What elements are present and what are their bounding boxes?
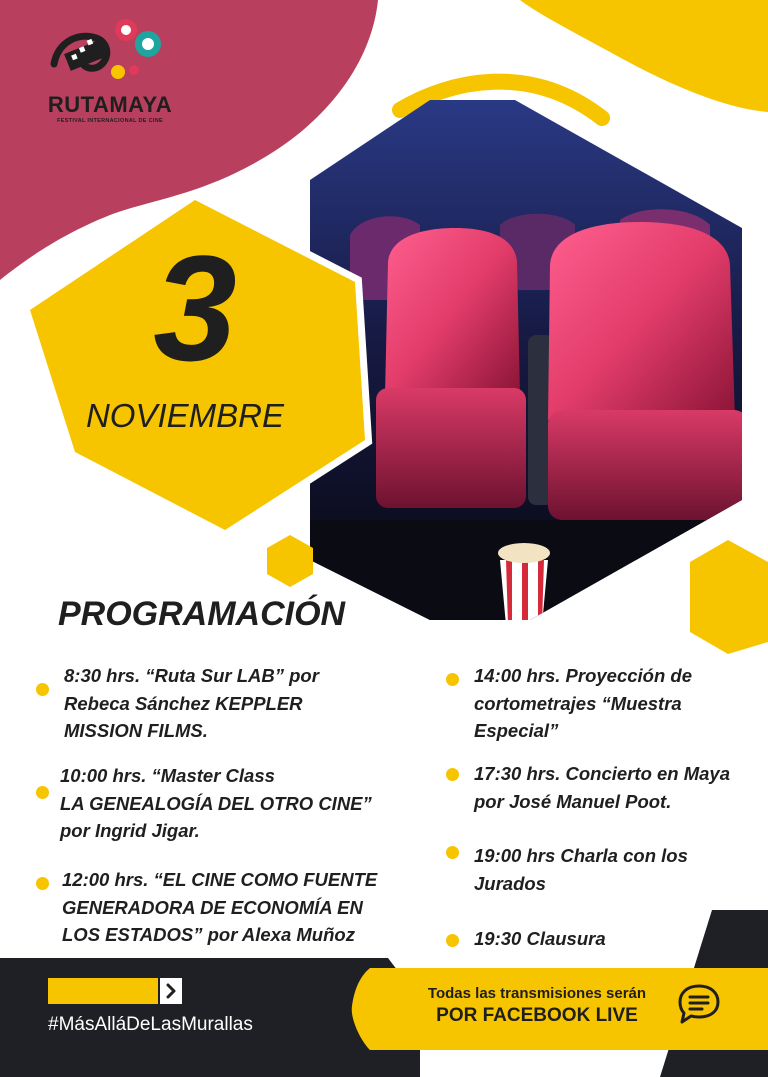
schedule-item: 19:30 Clausura (474, 928, 606, 949)
schedule-item: 14:00 hrs. Proyección de cortometrajes “Muestra Especial” (474, 665, 692, 741)
chevron-right-icon (160, 978, 182, 1004)
logo-tagline: FESTIVAL INTERNACIONAL DE CINE (57, 118, 163, 124)
hashtag-bar-fill (48, 978, 158, 1004)
bullet-dot (36, 877, 49, 890)
schedule-item: 19:00 hrs Charla con los Jurados (474, 845, 688, 894)
notice-line1: Todas las transmisiones serán (427, 985, 647, 1002)
hashtag-text: #MásAlláDeLasMurallas (48, 1014, 253, 1035)
bullet-dot (446, 934, 459, 947)
logo-name: RUTAMAYA (47, 92, 173, 117)
schedule-item: 8:30 hrs. “Ruta Sur LAB” por Rebeca Sánchez KEPPLER MISSION FILMS. (64, 665, 319, 741)
bullet-dot (446, 673, 459, 686)
right-hexagon (690, 540, 768, 654)
hashtag-arrow-box[interactable] (160, 978, 182, 1004)
date-day: 3 (153, 224, 237, 392)
notice-line2: POR FACEBOOK LIVE (436, 1005, 638, 1026)
schedule-item: 12:00 hrs. “EL CINE COMO FUENTE GENERADORA DE ECONOMÍA EN LOS ESTADOS” por Alexa Muñoz (62, 869, 378, 945)
cinema-seats-photo (300, 95, 750, 625)
schedule-item: 10:00 hrs. “Master Class LA GENEALOGÍA DEL OTRO CINE” por Ingrid Jigar. (60, 765, 372, 841)
bullet-dot (446, 846, 459, 859)
bullet-dot (446, 768, 459, 781)
chat-bubble-icon (676, 982, 722, 1026)
small-hexagon (267, 535, 313, 587)
schedule-item: 17:30 hrs. Concierto en Maya por José Manuel Poot. (474, 763, 731, 812)
rutamaya-logo-icon (48, 12, 168, 92)
hashtag-bar (48, 978, 182, 1004)
bullet-dot (36, 786, 49, 799)
date-month: NOVIEMBRE (85, 397, 285, 434)
bullet-dot (36, 683, 49, 696)
programacion-title: PROGRAMACIÓN (58, 595, 346, 633)
